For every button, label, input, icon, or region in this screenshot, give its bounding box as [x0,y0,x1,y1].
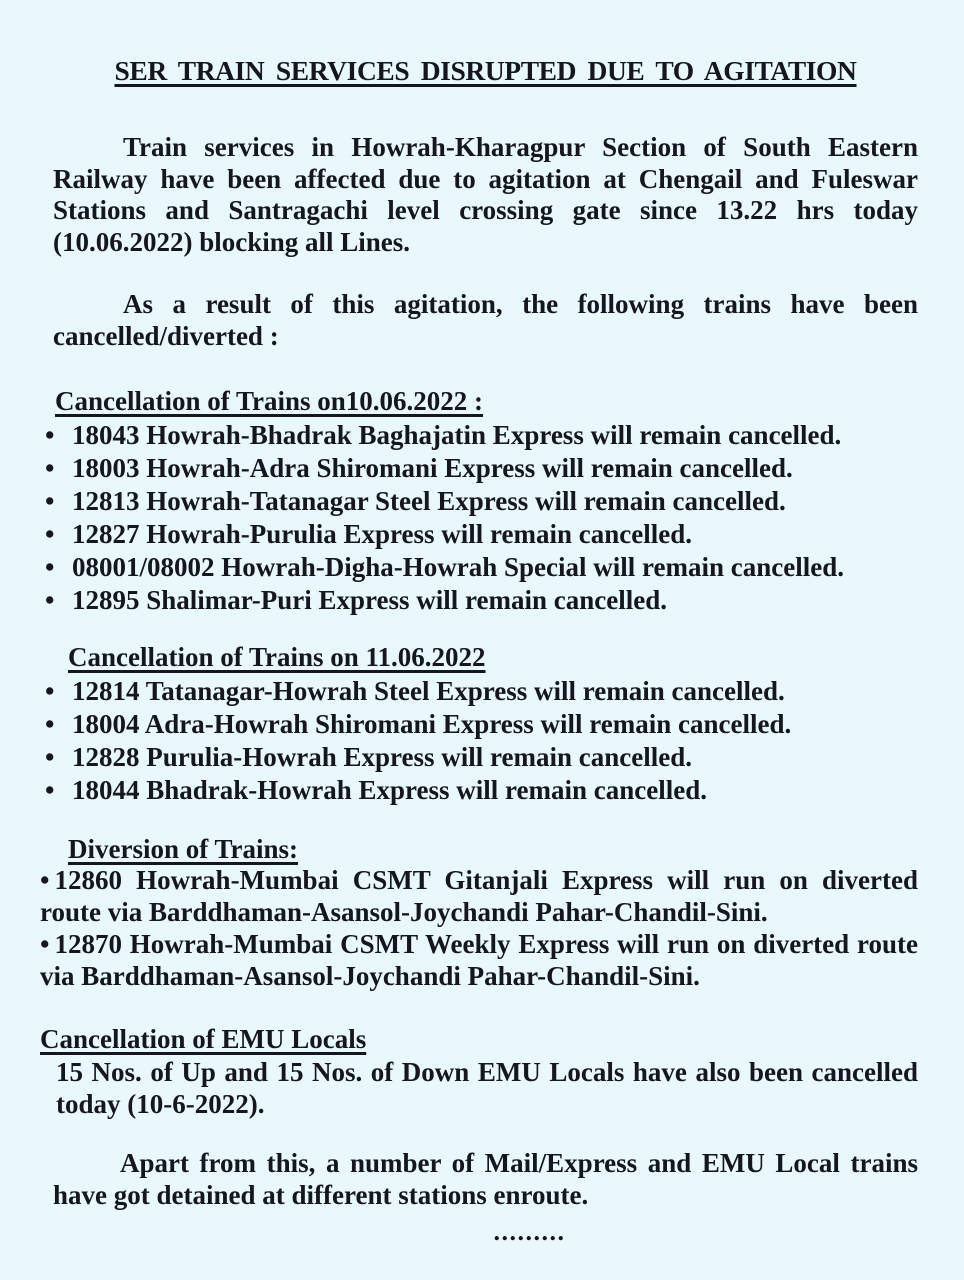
train-cancellation-item [45,584,918,617]
emu-paragraph: 15 Nos. of Up and 15 Nos. of Down EMU Locals have also been cancelled today (10-6-2022). [56,1057,918,1119]
footer-dots-row [53,1219,918,1244]
train-cancellation-item [45,551,918,584]
train-item-text: 12895 Shalimar-Puri Express will remain cancelled. [72,585,667,615]
train-cancellation-item [45,485,918,518]
train-cancellation-item [45,452,918,485]
bullet-icon: • [40,929,50,959]
result-paragraph: As a result of this agitation, the following trains have been cancelled/diverted : [53,289,918,351]
train-cancellation-item [45,774,918,807]
footer-dots: ......... [493,1217,566,1246]
bullet-icon: • [40,865,50,895]
diverted-train-text: 12860 Howrah-Mumbai CSMT Gitanjali Express will run on diverted route via Barddhaman-Asansol-Joychandi Pahar-Chandil-Sini. [40,865,918,927]
train-item-text: 18004 Adra-Howrah Shiromani Express will remain cancelled. [72,709,792,739]
train-cancellation-item [45,419,918,452]
train-item-text: 08001/08002 Howrah-Digha-Howrah Special will remain cancelled. [72,552,844,582]
train-item-text: 12813 Howrah-Tatanagar Steel Express will remain cancelled. [72,486,786,516]
bullet-icon: • [45,775,55,805]
diverted-train-text: 12870 Howrah-Mumbai CSMT Weekly Express will run on diverted route via Barddhaman-Asansol-Joychandi Pahar-Chandil-Sini. [40,929,918,991]
bullet-icon: • [45,486,55,516]
cancelled-trains-list-11-06 [45,675,918,807]
bullet-icon: • [45,676,55,706]
bullet-icon: • [45,453,55,483]
bullet-icon: • [45,709,55,739]
emu-section [40,1024,918,1120]
cancellation-section-11-06 [45,642,918,807]
diverted-train-item [40,864,918,928]
section-heading-emu-locals: Cancellation of EMU Locals [40,1024,367,1054]
page-title-text: SER TRAIN SERVICES DISRUPTED DUE TO AGITATION [114,55,857,86]
intro-paragraph: Train services in Howrah-Kharagpur Section of South Eastern Railway have been affected due to agitation at Chengail and Fuleswar Stations and Santragachi level crossing gate since 13.22 hrs today (10.06.2022) blocking all Lines. [53,132,918,257]
bullet-icon: • [45,519,55,549]
section-heading-diversion: Diversion of Trains: [68,834,299,864]
page-title [53,0,918,88]
train-item-text: 18044 Bhadrak-Howrah Express will remain cancelled. [72,775,708,805]
train-item-text: 12814 Tatanagar-Howrah Steel Express will remain cancelled. [72,676,785,706]
cancellation-section-10-06 [45,386,918,617]
train-item-text: 12828 Purulia-Howrah Express will remain cancelled. [72,742,692,772]
cancelled-trains-list-10-06 [45,419,918,617]
train-cancellation-item [45,518,918,551]
train-cancellation-item [45,708,918,741]
train-cancellation-item [45,741,918,774]
section-heading-cancellation-11-06: Cancellation of Trains on 11.06.2022 [68,642,486,672]
diversion-section [40,834,918,992]
train-cancellation-item [45,675,918,708]
train-item-text: 18043 Howrah-Bhadrak Baghajatin Express will remain cancelled. [72,420,842,450]
bullet-icon: • [45,552,55,582]
bullet-icon: • [45,742,55,772]
section-heading-cancellation-10-06: Cancellation of Trains on10.06.2022 : [55,386,484,416]
diverted-train-item [40,928,918,992]
train-item-text: 12827 Howrah-Purulia Express will remain cancelled. [72,519,692,549]
bullet-icon: • [45,585,55,615]
train-item-text: 18003 Howrah-Adra Shiromani Express will remain cancelled. [72,453,793,483]
bullet-icon: • [45,420,55,450]
closing-paragraph: Apart from this, a number of Mail/Express and EMU Local trains have got detained at different stations enroute. [53,1148,918,1210]
